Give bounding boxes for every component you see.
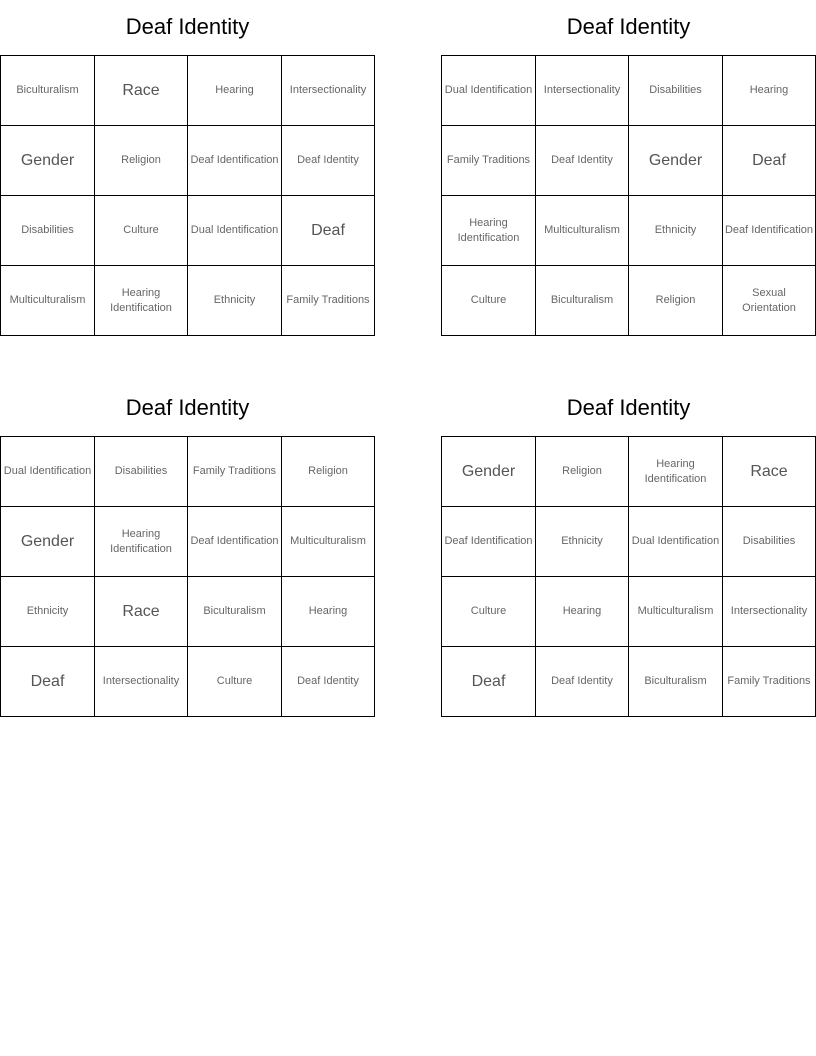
bingo-cell: Biculturalism xyxy=(188,577,282,647)
bingo-cell: Race xyxy=(95,577,188,647)
bingo-cell: Deaf Identification xyxy=(188,507,282,577)
bingo-cell: Sexual Orientation xyxy=(723,266,816,336)
bingo-cell: Hearing Identification xyxy=(95,507,188,577)
bingo-cell: Intersectionality xyxy=(95,647,188,717)
bingo-cell: Hearing Identification xyxy=(95,266,188,336)
bingo-grid xyxy=(441,55,816,336)
bingo-cell: Deaf Identity xyxy=(282,126,375,196)
bingo-grid xyxy=(0,436,375,717)
bingo-cell: Disabilities xyxy=(95,437,188,507)
bingo-cell: Deaf Identity xyxy=(282,647,375,717)
bingo-cell: Intersectionality xyxy=(282,56,375,126)
bingo-cell: Biculturalism xyxy=(629,647,723,717)
bingo-cell: Ethnicity xyxy=(536,507,629,577)
card-title: Deaf Identity xyxy=(125,395,250,420)
bingo-cell: Religion xyxy=(536,437,629,507)
bingo-card xyxy=(441,393,816,690)
bingo-cell: Multiculturalism xyxy=(536,196,629,266)
bingo-cell: Deaf xyxy=(723,126,816,196)
bingo-cell: Family Traditions xyxy=(282,266,375,336)
bingo-cell: Deaf Identity xyxy=(536,126,629,196)
bingo-cell: Culture xyxy=(95,196,188,266)
bingo-card xyxy=(0,12,375,314)
bingo-cell: Deaf Identification xyxy=(188,126,282,196)
bingo-cell: Intersectionality xyxy=(723,577,816,647)
bingo-cell: Ethnicity xyxy=(629,196,723,266)
bingo-card xyxy=(441,12,816,314)
bingo-cell: Deaf Identity xyxy=(536,647,629,717)
bingo-cell: Deaf Identification xyxy=(442,507,536,577)
bingo-cell: Hearing Identification xyxy=(442,196,536,266)
bingo-cell: Dual Identification xyxy=(629,507,723,577)
bingo-cell: Religion xyxy=(95,126,188,196)
bingo-cell: Biculturalism xyxy=(536,266,629,336)
bingo-cell: Dual Identification xyxy=(442,56,536,126)
bingo-cell: Gender xyxy=(629,126,723,196)
bingo-cell: Intersectionality xyxy=(536,56,629,126)
bingo-cell: Deaf Identification xyxy=(723,196,816,266)
bingo-cell: Multiculturalism xyxy=(282,507,375,577)
bingo-cell: Race xyxy=(723,437,816,507)
bingo-cell: Family Traditions xyxy=(442,126,536,196)
bingo-cell: Hearing xyxy=(282,577,375,647)
bingo-cell: Deaf xyxy=(1,647,95,717)
bingo-cell: Disabilities xyxy=(723,507,816,577)
bingo-cell: Family Traditions xyxy=(723,647,816,717)
bingo-cell: Multiculturalism xyxy=(629,577,723,647)
bingo-cell: Culture xyxy=(188,647,282,717)
bingo-grid xyxy=(441,436,816,717)
bingo-cell: Dual Identification xyxy=(1,437,95,507)
bingo-cell: Religion xyxy=(282,437,375,507)
bingo-cell: Multiculturalism xyxy=(1,266,95,336)
bingo-cell: Hearing xyxy=(536,577,629,647)
bingo-cell: Hearing Identification xyxy=(629,437,723,507)
bingo-cell: Gender xyxy=(1,126,95,196)
bingo-cell: Hearing xyxy=(188,56,282,126)
bingo-cell: Dual Identification xyxy=(188,196,282,266)
bingo-cell: Race xyxy=(95,56,188,126)
bingo-card xyxy=(0,393,375,690)
card-title: Deaf Identity xyxy=(566,14,691,39)
bingo-grid xyxy=(0,55,375,336)
bingo-cell: Gender xyxy=(442,437,536,507)
bingo-cell: Deaf xyxy=(442,647,536,717)
bingo-cell: Culture xyxy=(442,266,536,336)
bingo-cell: Family Traditions xyxy=(188,437,282,507)
bingo-cell: Ethnicity xyxy=(188,266,282,336)
bingo-cell: Hearing xyxy=(723,56,816,126)
bingo-cell: Gender xyxy=(1,507,95,577)
bingo-cell: Ethnicity xyxy=(1,577,95,647)
card-title: Deaf Identity xyxy=(566,395,691,420)
card-title: Deaf Identity xyxy=(125,14,250,39)
bingo-cell: Religion xyxy=(629,266,723,336)
bingo-cell: Disabilities xyxy=(1,196,95,266)
bingo-cell: Disabilities xyxy=(629,56,723,126)
bingo-cell: Biculturalism xyxy=(1,56,95,126)
bingo-cell: Deaf xyxy=(282,196,375,266)
bingo-cell: Culture xyxy=(442,577,536,647)
